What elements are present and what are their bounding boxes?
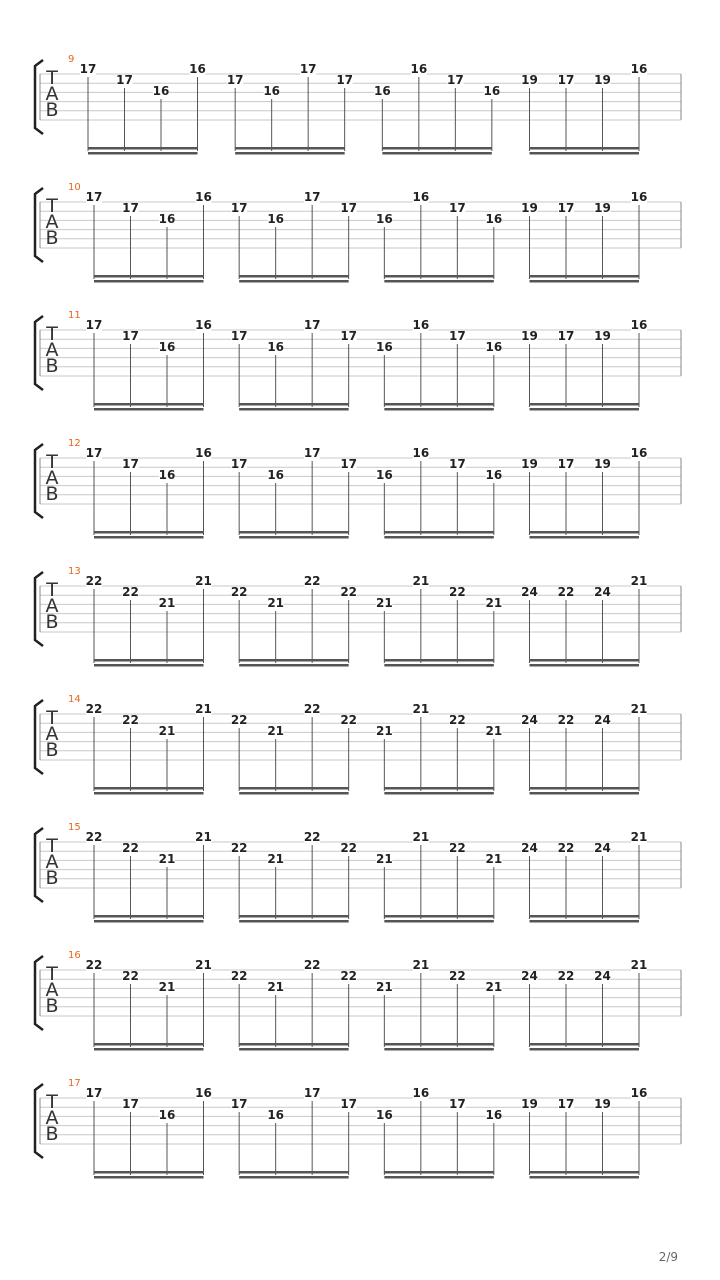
- beam: [94, 536, 204, 539]
- beam: [94, 408, 204, 411]
- fret-number: 16: [485, 340, 503, 354]
- tab-letter: A: [45, 211, 59, 233]
- fret-number: 16: [630, 62, 648, 76]
- beam: [94, 531, 204, 534]
- tab-letter: B: [45, 227, 59, 249]
- fret-number: 16: [267, 212, 285, 226]
- fret-number: 16: [267, 1108, 285, 1122]
- fret-number: 22: [340, 841, 358, 855]
- fret-number: 19: [594, 329, 611, 343]
- tab-letter: B: [45, 483, 59, 505]
- tab-letter: B: [45, 99, 59, 121]
- fret-number: 16: [195, 318, 212, 332]
- beam: [530, 403, 640, 406]
- fret-number: 19: [521, 201, 538, 215]
- beam: [94, 659, 204, 662]
- fret-number: 16: [630, 318, 648, 332]
- fret-number: 17: [230, 329, 248, 343]
- fret-number: 16: [158, 468, 176, 482]
- fret-number: 21: [485, 724, 503, 738]
- fret-number: 17: [448, 1097, 466, 1111]
- beam: [384, 787, 494, 790]
- fret-number: 22: [448, 969, 466, 983]
- beam: [384, 536, 494, 539]
- beam: [94, 1048, 204, 1051]
- tab-letter: T: [46, 1091, 58, 1113]
- tab-letter: A: [45, 723, 59, 745]
- beam: [94, 915, 204, 918]
- fret-number: 19: [594, 201, 611, 215]
- fret-number: 22: [557, 969, 575, 983]
- tab-letter: T: [46, 323, 58, 345]
- fret-number: 19: [594, 73, 611, 87]
- fret-number: 21: [158, 596, 176, 610]
- beam: [530, 408, 640, 411]
- tab-system: [35, 694, 681, 795]
- fret-number: 19: [594, 457, 611, 471]
- tab-letter: T: [46, 451, 58, 473]
- fret-number: 17: [557, 73, 575, 87]
- fret-number: 22: [122, 713, 139, 727]
- beam: [94, 1176, 204, 1179]
- beam: [239, 1048, 349, 1051]
- fret-number: 22: [85, 830, 103, 844]
- fret-number: 21: [375, 724, 393, 738]
- tab-letter: A: [45, 83, 59, 105]
- fret-number: 16: [485, 212, 503, 226]
- beam: [530, 1171, 640, 1174]
- beam: [239, 536, 349, 539]
- fret-number: 17: [340, 457, 358, 471]
- fret-number: 22: [557, 585, 575, 599]
- measure-number: 12: [68, 438, 81, 449]
- fret-number: 17: [557, 329, 575, 343]
- fret-number: 22: [340, 713, 358, 727]
- fret-number: 17: [85, 318, 103, 332]
- beam: [94, 280, 204, 283]
- fret-number: 16: [158, 212, 176, 226]
- fret-number: 22: [448, 841, 466, 855]
- beam: [239, 915, 349, 918]
- fret-number: 17: [226, 73, 244, 87]
- fret-number: 16: [375, 340, 393, 354]
- beam: [384, 408, 494, 411]
- beam: [94, 664, 204, 667]
- system-bracket: [35, 316, 43, 390]
- beam: [384, 1171, 494, 1174]
- fret-number: 21: [630, 958, 648, 972]
- measure-number: 17: [68, 1078, 81, 1089]
- fret-number: 17: [303, 1086, 321, 1100]
- fret-number: 24: [521, 713, 538, 727]
- fret-number: 24: [594, 585, 611, 599]
- tab-system: [35, 438, 681, 539]
- fret-number: 17: [340, 201, 358, 215]
- fret-number: 17: [303, 318, 321, 332]
- beam: [382, 152, 492, 155]
- fret-number: 24: [594, 713, 611, 727]
- beam: [239, 280, 349, 283]
- fret-number: 16: [410, 62, 428, 76]
- tab-letter: T: [46, 579, 58, 601]
- beam: [530, 280, 640, 283]
- measure-number: 10: [68, 182, 81, 193]
- tab-letter: T: [46, 67, 58, 89]
- tab-system: [35, 182, 681, 283]
- beam: [530, 152, 640, 155]
- fret-number: 21: [485, 596, 503, 610]
- beam: [530, 1176, 640, 1179]
- beam: [235, 152, 345, 155]
- beam: [384, 275, 494, 278]
- beam: [530, 792, 640, 795]
- fret-number: 19: [521, 329, 538, 343]
- fret-number: 21: [412, 830, 430, 844]
- beam: [94, 275, 204, 278]
- fret-number: 17: [557, 201, 575, 215]
- fret-number: 21: [485, 852, 503, 866]
- beam: [239, 792, 349, 795]
- fret-number: 21: [195, 830, 212, 844]
- fret-number: 22: [122, 969, 139, 983]
- fret-number: 21: [267, 852, 285, 866]
- fret-number: 16: [263, 84, 281, 98]
- fret-number: 21: [195, 958, 212, 972]
- beam: [94, 792, 204, 795]
- fret-number: 17: [122, 329, 139, 343]
- fret-number: 21: [375, 852, 393, 866]
- beam: [384, 1176, 494, 1179]
- fret-number: 24: [521, 841, 538, 855]
- tab-letter: B: [45, 611, 59, 633]
- tab-letter: T: [46, 195, 58, 217]
- measure-number: 16: [68, 950, 81, 961]
- beam: [530, 659, 640, 662]
- fret-number: 16: [158, 1108, 176, 1122]
- beam: [239, 787, 349, 790]
- fret-number: 21: [267, 980, 285, 994]
- beam: [239, 531, 349, 534]
- fret-number: 17: [116, 73, 133, 87]
- beam: [384, 1048, 494, 1051]
- fret-number: 21: [267, 724, 285, 738]
- fret-number: 17: [122, 1097, 139, 1111]
- fret-number: 22: [557, 713, 575, 727]
- beam: [239, 403, 349, 406]
- beam: [384, 531, 494, 534]
- fret-number: 21: [412, 702, 430, 716]
- fret-number: 17: [230, 457, 248, 471]
- fret-number: 17: [446, 73, 464, 87]
- fret-number: 16: [412, 446, 430, 460]
- fret-number: 22: [85, 958, 103, 972]
- fret-number: 22: [122, 585, 139, 599]
- fret-number: 22: [340, 969, 358, 983]
- beam: [239, 920, 349, 923]
- beam: [530, 536, 640, 539]
- beam: [94, 787, 204, 790]
- fret-number: 17: [122, 201, 139, 215]
- system-bracket: [35, 572, 43, 646]
- fret-number: 24: [594, 841, 611, 855]
- system-bracket: [35, 60, 43, 134]
- beam: [94, 1043, 204, 1046]
- beam: [235, 147, 345, 150]
- fret-number: 17: [340, 1097, 358, 1111]
- tab-letter: B: [45, 739, 59, 761]
- system-bracket: [35, 956, 43, 1030]
- tab-system: [35, 950, 681, 1051]
- fret-number: 21: [158, 980, 176, 994]
- beam: [94, 403, 204, 406]
- tab-system: [35, 822, 681, 923]
- system-bracket: [35, 188, 43, 262]
- page-number: 2/9: [658, 1250, 678, 1264]
- beam: [239, 1171, 349, 1174]
- fret-number: 19: [521, 73, 538, 87]
- beam: [88, 147, 198, 150]
- fret-number: 21: [158, 852, 176, 866]
- tab-letter: A: [45, 1107, 59, 1129]
- fret-number: 22: [230, 969, 248, 983]
- fret-number: 22: [122, 841, 139, 855]
- fret-number: 22: [85, 702, 103, 716]
- beam: [384, 403, 494, 406]
- system-bracket: [35, 444, 43, 518]
- fret-number: 17: [303, 190, 321, 204]
- fret-number: 22: [230, 713, 248, 727]
- tab-system: [35, 310, 681, 411]
- tab-letter: A: [45, 979, 59, 1001]
- fret-number: 17: [448, 201, 466, 215]
- fret-number: 16: [485, 1108, 503, 1122]
- fret-number: 16: [412, 1086, 430, 1100]
- fret-number: 21: [412, 958, 430, 972]
- fret-number: 22: [303, 702, 321, 716]
- fret-number: 17: [336, 73, 354, 87]
- fret-number: 16: [412, 190, 430, 204]
- fret-number: 17: [230, 1097, 248, 1111]
- fret-number: 21: [267, 596, 285, 610]
- fret-number: 17: [230, 201, 248, 215]
- tab-letter: A: [45, 339, 59, 361]
- fret-number: 16: [630, 190, 648, 204]
- beam: [384, 792, 494, 795]
- tab-letter: T: [46, 835, 58, 857]
- tab-letter: B: [45, 355, 59, 377]
- beam: [530, 1043, 640, 1046]
- fret-number: 19: [521, 1097, 538, 1111]
- beam: [239, 408, 349, 411]
- fret-number: 17: [85, 1086, 103, 1100]
- beam: [530, 787, 640, 790]
- beam: [530, 147, 640, 150]
- measure-number: 14: [68, 694, 81, 705]
- fret-number: 16: [485, 468, 503, 482]
- fret-number: 16: [158, 340, 176, 354]
- beam: [384, 664, 494, 667]
- fret-number: 22: [448, 585, 466, 599]
- measure-number: 13: [68, 566, 81, 577]
- beam: [239, 275, 349, 278]
- tab-letter: A: [45, 851, 59, 873]
- beam: [530, 275, 640, 278]
- tab-system: [35, 54, 681, 155]
- beam: [384, 1043, 494, 1046]
- fret-number: 21: [375, 596, 393, 610]
- system-bracket: [35, 828, 43, 902]
- measure-number: 15: [68, 822, 81, 833]
- fret-number: 17: [303, 446, 321, 460]
- tab-system: [35, 1078, 681, 1179]
- fret-number: 16: [630, 1086, 648, 1100]
- fret-number: 17: [85, 446, 103, 460]
- beam: [530, 664, 640, 667]
- beam: [94, 920, 204, 923]
- tab-letter: B: [45, 867, 59, 889]
- fret-number: 17: [448, 457, 466, 471]
- beam: [530, 920, 640, 923]
- fret-number: 22: [448, 713, 466, 727]
- fret-number: 21: [375, 980, 393, 994]
- fret-number: 16: [373, 84, 391, 98]
- beam: [239, 664, 349, 667]
- fret-number: 19: [594, 1097, 611, 1111]
- fret-number: 21: [195, 574, 212, 588]
- measure-number: 11: [68, 310, 81, 321]
- fret-number: 24: [521, 585, 538, 599]
- fret-number: 22: [303, 830, 321, 844]
- fret-number: 16: [375, 1108, 393, 1122]
- tab-letter: A: [45, 595, 59, 617]
- beam: [382, 147, 492, 150]
- beam: [384, 280, 494, 283]
- fret-number: 16: [375, 468, 393, 482]
- fret-number: 17: [340, 329, 358, 343]
- fret-number: 24: [521, 969, 538, 983]
- fret-number: 17: [448, 329, 466, 343]
- measure-number: 9: [68, 54, 75, 65]
- beam: [88, 152, 198, 155]
- fret-number: 16: [483, 84, 501, 98]
- system-bracket: [35, 700, 43, 774]
- fret-number: 21: [195, 702, 212, 716]
- fret-number: 17: [79, 62, 97, 76]
- fret-number: 16: [267, 468, 285, 482]
- fret-number: 21: [485, 980, 503, 994]
- tab-system: [35, 566, 681, 667]
- fret-number: 21: [630, 702, 648, 716]
- beam: [530, 915, 640, 918]
- beam: [530, 531, 640, 534]
- tab-letter: B: [45, 1123, 59, 1145]
- fret-number: 16: [630, 446, 648, 460]
- beam: [384, 915, 494, 918]
- beam: [384, 920, 494, 923]
- fret-number: 21: [630, 830, 648, 844]
- fret-number: 16: [412, 318, 430, 332]
- beam: [384, 659, 494, 662]
- fret-number: 21: [630, 574, 648, 588]
- fret-number: 19: [521, 457, 538, 471]
- fret-number: 22: [340, 585, 358, 599]
- fret-number: 22: [85, 574, 103, 588]
- fret-number: 17: [557, 1097, 575, 1111]
- beam: [530, 1048, 640, 1051]
- fret-number: 16: [189, 62, 206, 76]
- fret-number: 21: [158, 724, 176, 738]
- fret-number: 16: [195, 446, 212, 460]
- tab-letter: A: [45, 467, 59, 489]
- fret-number: 22: [303, 958, 321, 972]
- fret-number: 16: [152, 84, 170, 98]
- fret-number: 22: [557, 841, 575, 855]
- fret-number: 16: [195, 1086, 212, 1100]
- fret-number: 17: [85, 190, 103, 204]
- system-bracket: [35, 1084, 43, 1158]
- beam: [239, 1176, 349, 1179]
- fret-number: 16: [195, 190, 212, 204]
- tab-letter: T: [46, 707, 58, 729]
- fret-number: 21: [412, 574, 430, 588]
- beam: [239, 1043, 349, 1046]
- fret-number: 17: [122, 457, 139, 471]
- fret-number: 16: [375, 212, 393, 226]
- fret-number: 16: [267, 340, 285, 354]
- beam: [94, 1171, 204, 1174]
- fret-number: 22: [230, 585, 248, 599]
- tab-letter: T: [46, 963, 58, 985]
- fret-number: 24: [594, 969, 611, 983]
- fret-number: 17: [299, 62, 317, 76]
- fret-number: 22: [230, 841, 248, 855]
- fret-number: 22: [303, 574, 321, 588]
- beam: [239, 659, 349, 662]
- fret-number: 17: [557, 457, 575, 471]
- tab-letter: B: [45, 995, 59, 1017]
